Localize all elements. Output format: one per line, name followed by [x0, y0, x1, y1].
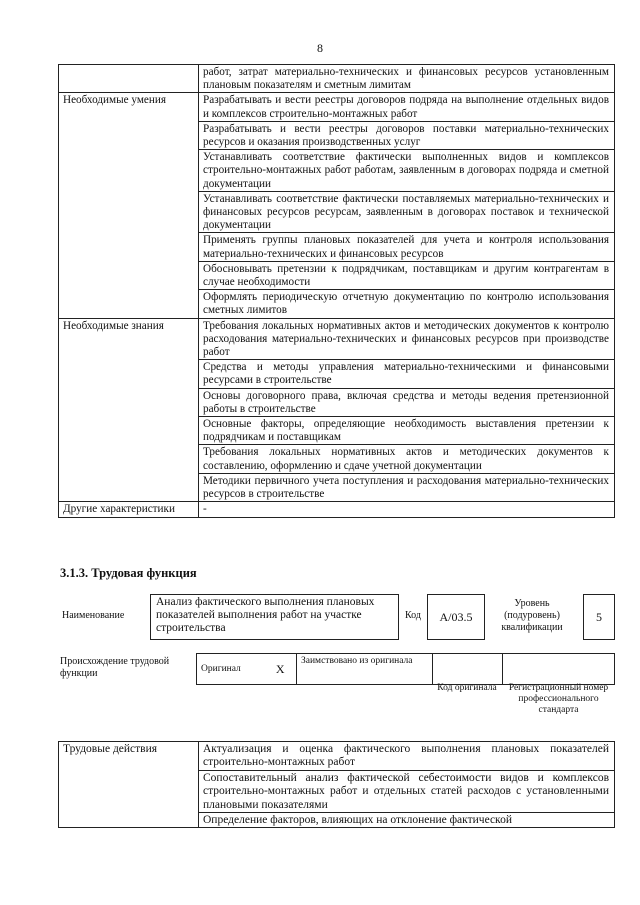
reg-number-cell: [503, 654, 615, 685]
origin-table: [196, 653, 615, 685]
page-bottom: [0, 856, 640, 905]
skills-item: Устанавливать соответствие фактически выполненных видов и комплексов строительно-монтажных работ работам, заявленным в договорах подряда и сметной документации: [199, 150, 615, 192]
original-label: Оригинал: [197, 654, 265, 685]
skills-item: Средства и методы управления материально-техническими и финансовыми ресурсами в строительстве: [199, 360, 615, 388]
skills-category: [59, 65, 199, 93]
skills-item: Оформлять периодическую отчетную документацию по контролю использования сметных лимитов: [199, 290, 615, 318]
function-name-box: Анализ фактического выполнения плановых показателей выполнения работ на участке строительства: [150, 594, 399, 640]
skills-item: -: [199, 502, 615, 517]
actions-row: [59, 742, 615, 771]
borrowed-label: Заимствовано из оригинала: [297, 654, 433, 685]
skills-item: Требования локальных нормативных актов и методических документов к контролю расходования материально-технических и финансовых ресурсов при производстве работ: [199, 318, 615, 360]
origin-code-cell: [433, 654, 503, 685]
name-label: Наименование: [62, 610, 125, 621]
actions-item: Определение факторов, влияющих на отклонение фактической: [199, 813, 615, 828]
level-label: Уровень (подуровень) квалификации: [501, 598, 563, 633]
skills-item: Устанавливать соответствие фактически поставляемых материально-технических и финансовых ресурсов ресурсам, заявленным в договорах поставок и технической документации: [199, 191, 615, 233]
skills-row: [59, 502, 615, 517]
actions-item: Актуализация и оценка фактического выполнения плановых показателей строительно-монтажных работ: [199, 742, 615, 771]
skills-row: [59, 93, 615, 121]
skills-category: Необходимые умения: [59, 93, 199, 318]
skills-category: Необходимые знания: [59, 318, 199, 502]
page-number: 8: [317, 41, 323, 55]
function-code-box: А/03.5: [427, 594, 485, 640]
skills-item: Основные факторы, определяющие необходимость выставления претензии к подрядчикам и поставщикам: [199, 417, 615, 445]
skills-item: Требования локальных нормативных актов и методических документов к составлению, оформлению и сдаче учетной документации: [199, 445, 615, 473]
skills-category: Другие характеристики: [59, 502, 199, 517]
skills-item: Разрабатывать и вести реестры договоров подряда на выполнение отдельных видов и комплексов строительно-монтажных работ: [199, 93, 615, 121]
original-mark: X: [265, 654, 297, 685]
skills-item: Методики первичного учета поступления и расходования материально-технических ресурсов в строительстве: [199, 473, 615, 501]
skills-row: [59, 318, 615, 360]
skills-item: Основы договорного права, включая средства и методы ведения претензионной работы в строительстве: [199, 388, 615, 416]
origin-code-caption: Код оригинала: [437, 683, 497, 693]
skills-knowledge-table: [58, 64, 615, 518]
section-title: 3.1.3. Трудовая функция: [60, 566, 197, 580]
skills-item: Применять группы плановых показателей для учета и контроля использования материально-технических и финансовых ресурсов: [199, 233, 615, 261]
skills-item: работ, затрат материально-технических и финансовых ресурсов установленным плановым показателям и сметным лимитам: [199, 65, 615, 93]
labor-actions-table: [58, 741, 615, 828]
level-value-box: 5: [583, 594, 615, 640]
code-label: Код: [405, 610, 421, 621]
skills-item: Разрабатывать и вести реестры договоров поставки материально-технических ресурсов и оказания производственных услуг: [199, 121, 615, 149]
skills-row: [59, 65, 615, 93]
actions-category: Трудовые действия: [59, 742, 199, 828]
actions-item: Сопоставительный анализ фактической себестоимости видов и комплексов строительно-монтажных работ и отдельных статей расходов с установленными плановыми показателями: [199, 770, 615, 812]
origin-label: Происхождение трудовой функции: [60, 656, 170, 679]
skills-item: Обосновывать претензии к подрядчикам, поставщикам и другим контрагентам в случае необходимости: [199, 261, 615, 289]
reg-number-caption: Регистрационный номер профессионального стандарта: [508, 683, 609, 715]
